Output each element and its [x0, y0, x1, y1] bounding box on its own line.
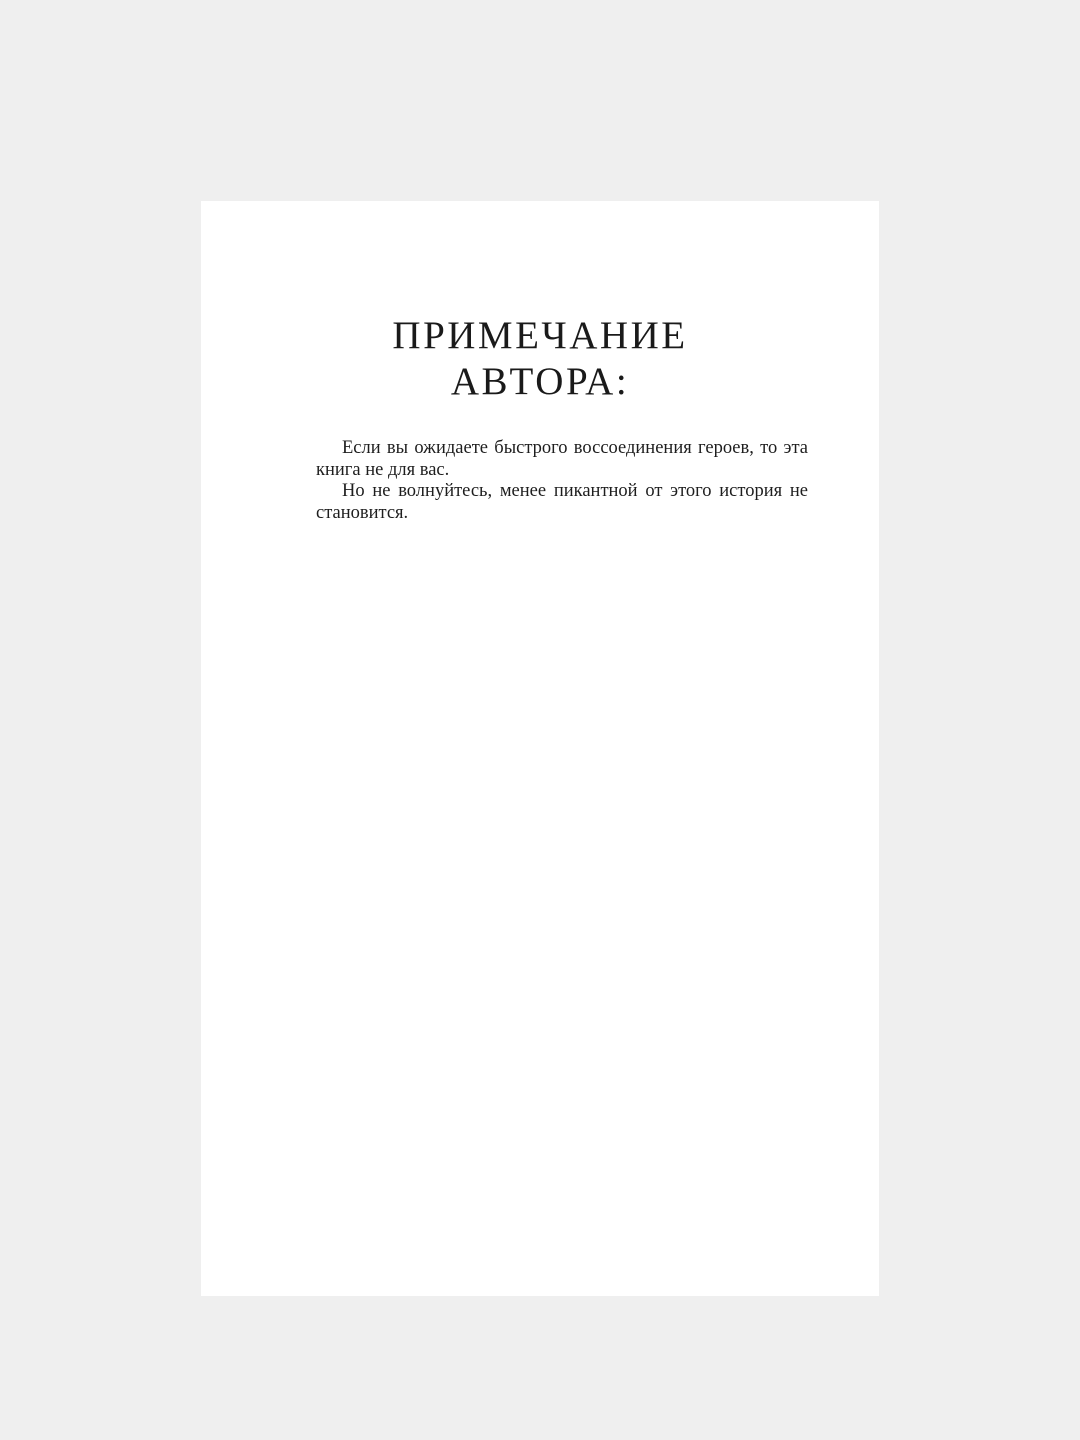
paragraph-2: Но не волнуйтесь, менее пикантной от этого история не становится.: [316, 481, 808, 524]
paragraph-1: Если вы ожидаете быстрого воссоединения героев, то эта книга не для вас.: [316, 438, 808, 480]
page-body: [316, 438, 808, 525]
title-line-1: ПРИМЕЧАНИЕ: [392, 314, 688, 357]
book-page: [201, 201, 879, 1296]
title-line-2: АВТОРА:: [450, 360, 630, 403]
page-title: [201, 313, 879, 405]
